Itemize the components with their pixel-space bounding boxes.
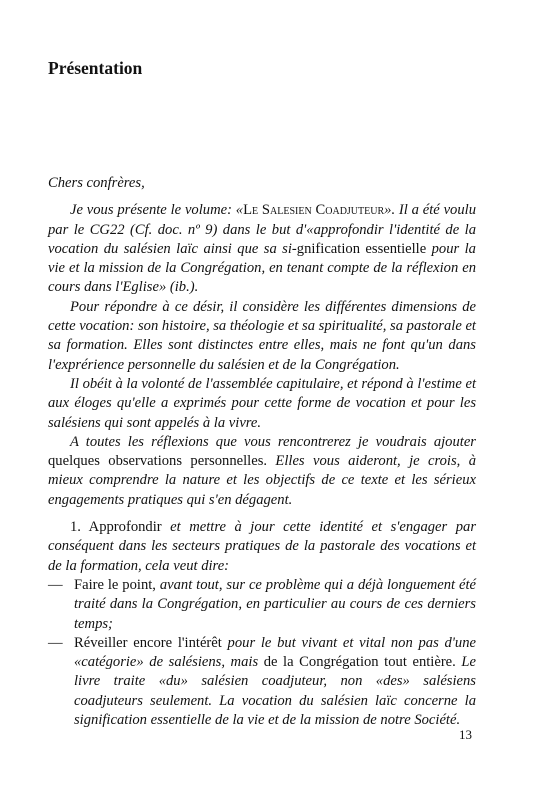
list-item: — Réveiller encore l'intérêt pour le but vivant et vital non pas d'une «catégorie» de salésiens, mais de la Congrégation tout entière. Le livre traite «du» salésien coadjuteur, non «des» salésiens coadjuteurs seulement. La vocation du salésien laïc concerne la signification essentielle de la vie et de la mission de notre Société.: [48, 634, 476, 729]
page-title: Présentation: [48, 58, 143, 78]
greeting: Chers confrères,: [48, 175, 145, 191]
paragraph-4: A toutes les réflexions que vous rencontrerez je voudrais ajouter quelques observations personnelles. Elles vous aideront, je crois, à mieux comprendre la nature et les objectifs de ce texte et les sérieux engagements pratiques qui s'en dégagent.: [48, 433, 476, 508]
list-item: — Faire le point, avant tout, sur ce problème qui a déjà longuement été traité dans la Congrégation, en particulier au cours de ces derniers temps;: [48, 576, 476, 632]
paragraph-3: Il obéit à la volonté de l'assemblée capitulaire, et répond à l'estime et aux éloges qu'elle a exprimés pour cette forme de vocation et pour les salésiens qui sont appelés à la vivre.: [48, 375, 476, 431]
page-number: 13: [459, 727, 472, 742]
paragraph-2: Pour répondre à ce désir, il considère les différentes dimensions de cette vocation: son histoire, sa théologie et sa spiritualité, sa pastorale et sa formation. Elles sont distinctes entre elles, mais ne font qu'un dans l'exprérience personnelle du salésien et de la Congrégation.: [48, 298, 476, 373]
paragraph-5: 1. Approfondir et mettre à jour cette identité et s'engager par conséquent dans les secteurs pratiques de la pastorale des vocations et de la formation, cela veut dire:: [48, 519, 476, 574]
dash-marker: —: [48, 576, 63, 593]
paragraph-1: Je vous présente le volume: «Le Salesien Coadjuteur». Il a été voulu par le CG22 (Cf. doc. nº 9) dans le but d'«approfondir l'identité de la vocation du salésien laïc ainsi que sa si-gnification essentielle pour la vie et la mission de la Congrégation, en tenant compte de la réflexion en cours dans l'Eglise» (ib.).: [48, 202, 477, 296]
book-title: Le Salesien Coadjuteur: [243, 202, 385, 219]
body-text: [48, 174, 476, 730]
dash-marker: —: [48, 634, 63, 651]
